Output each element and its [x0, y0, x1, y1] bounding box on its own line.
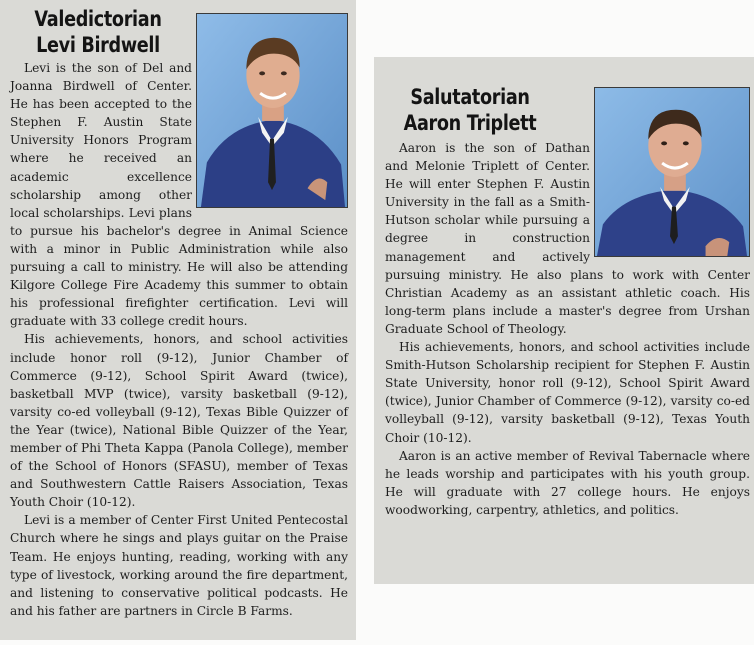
valedictorian-headline: [24, 6, 172, 58]
salutatorian-clipping: [374, 57, 754, 584]
article-paragraph: His achievements, honors, and school activities include honor roll (9-12), Junior Chamber of Commerce (9-12), School Spirit Award (twice), basketball MVP (twice), varsity basketball (9-12), varsity co-ed volleyball (9-12), Texas Bible Quizzer of the Year (twice), National Bible Quizzer of the Year, member of Phi Theta Kappa (Panola College), member of the School of Honors (SFASU), member of Texas and Southwestern Cattle Raisers Association, Texas Youth Choir (10-12).: [10, 332, 348, 510]
headline-title: Salutatorian: [410, 85, 530, 109]
article-paragraph: Levi is a member of Center First United Pentecostal Church where he sings and plays guitar on the Praise Team. He enjoys hunting, reading, working with any type of livestock, working around the fire department, and listening to conservative political podcasts. He and his father are partners in Circle B Farms.: [10, 513, 348, 618]
headline-name: Aaron Triplett: [403, 111, 537, 135]
headline-title: Valedictorian: [34, 7, 162, 31]
article-paragraph: Levi is the son of Del and Joanna Birdwell of Center. He has been accepted to the Stephen F. Austin State University Honors Program where he received an academic excellence scholarship among other local scholarships. Levi plans to pursue his bachelor's degree in Animal Science with a minor in Public Administration while also pursuing a call to ministry. He will also be attending Kilgore College Fire Academy this summer to obtain his professional firefighter certification. Levi will graduate with 33 college credit hours.: [10, 61, 348, 329]
article-paragraph: His achievements, honors, and school activities include Smith-Hutson Scholarship recipient for Stephen F. Austin State University, honor roll (9-12), School Spirit Award (twice), Junior Chamber of Commerce (9-12), varsity co-ed volleyball (9-12), varsity basketball (9-12), Texas Youth Choir (10-12).: [385, 340, 750, 445]
headline-name: Levi Birdwell: [36, 33, 160, 57]
salutatorian-headline: [399, 84, 542, 136]
aaron-triplett-portrait-photo: [594, 87, 750, 257]
valedictorian-clipping: [0, 0, 356, 640]
article-paragraph: Aaron is an active member of Revival Tabernacle where he leads worship and participates with his youth group. He will graduate with 27 college hours. He enjoys woodworking, carpentry, athletics, and politics.: [385, 448, 750, 517]
article-paragraph: Aaron is the son of Dathan and Melonie Triplett of Center. He will enter Stephen F. Austin University in the fall as a Smith-Hutson scholar while pursuing a degree in construction management and actively pursuing ministry. He also plans to work with Center Christian Academy as an assistant athletic coach. His long-term plans include a master's degree from Urshan Graduate School of Theology.: [385, 141, 750, 336]
levi-birdwell-portrait-photo: [196, 13, 348, 208]
